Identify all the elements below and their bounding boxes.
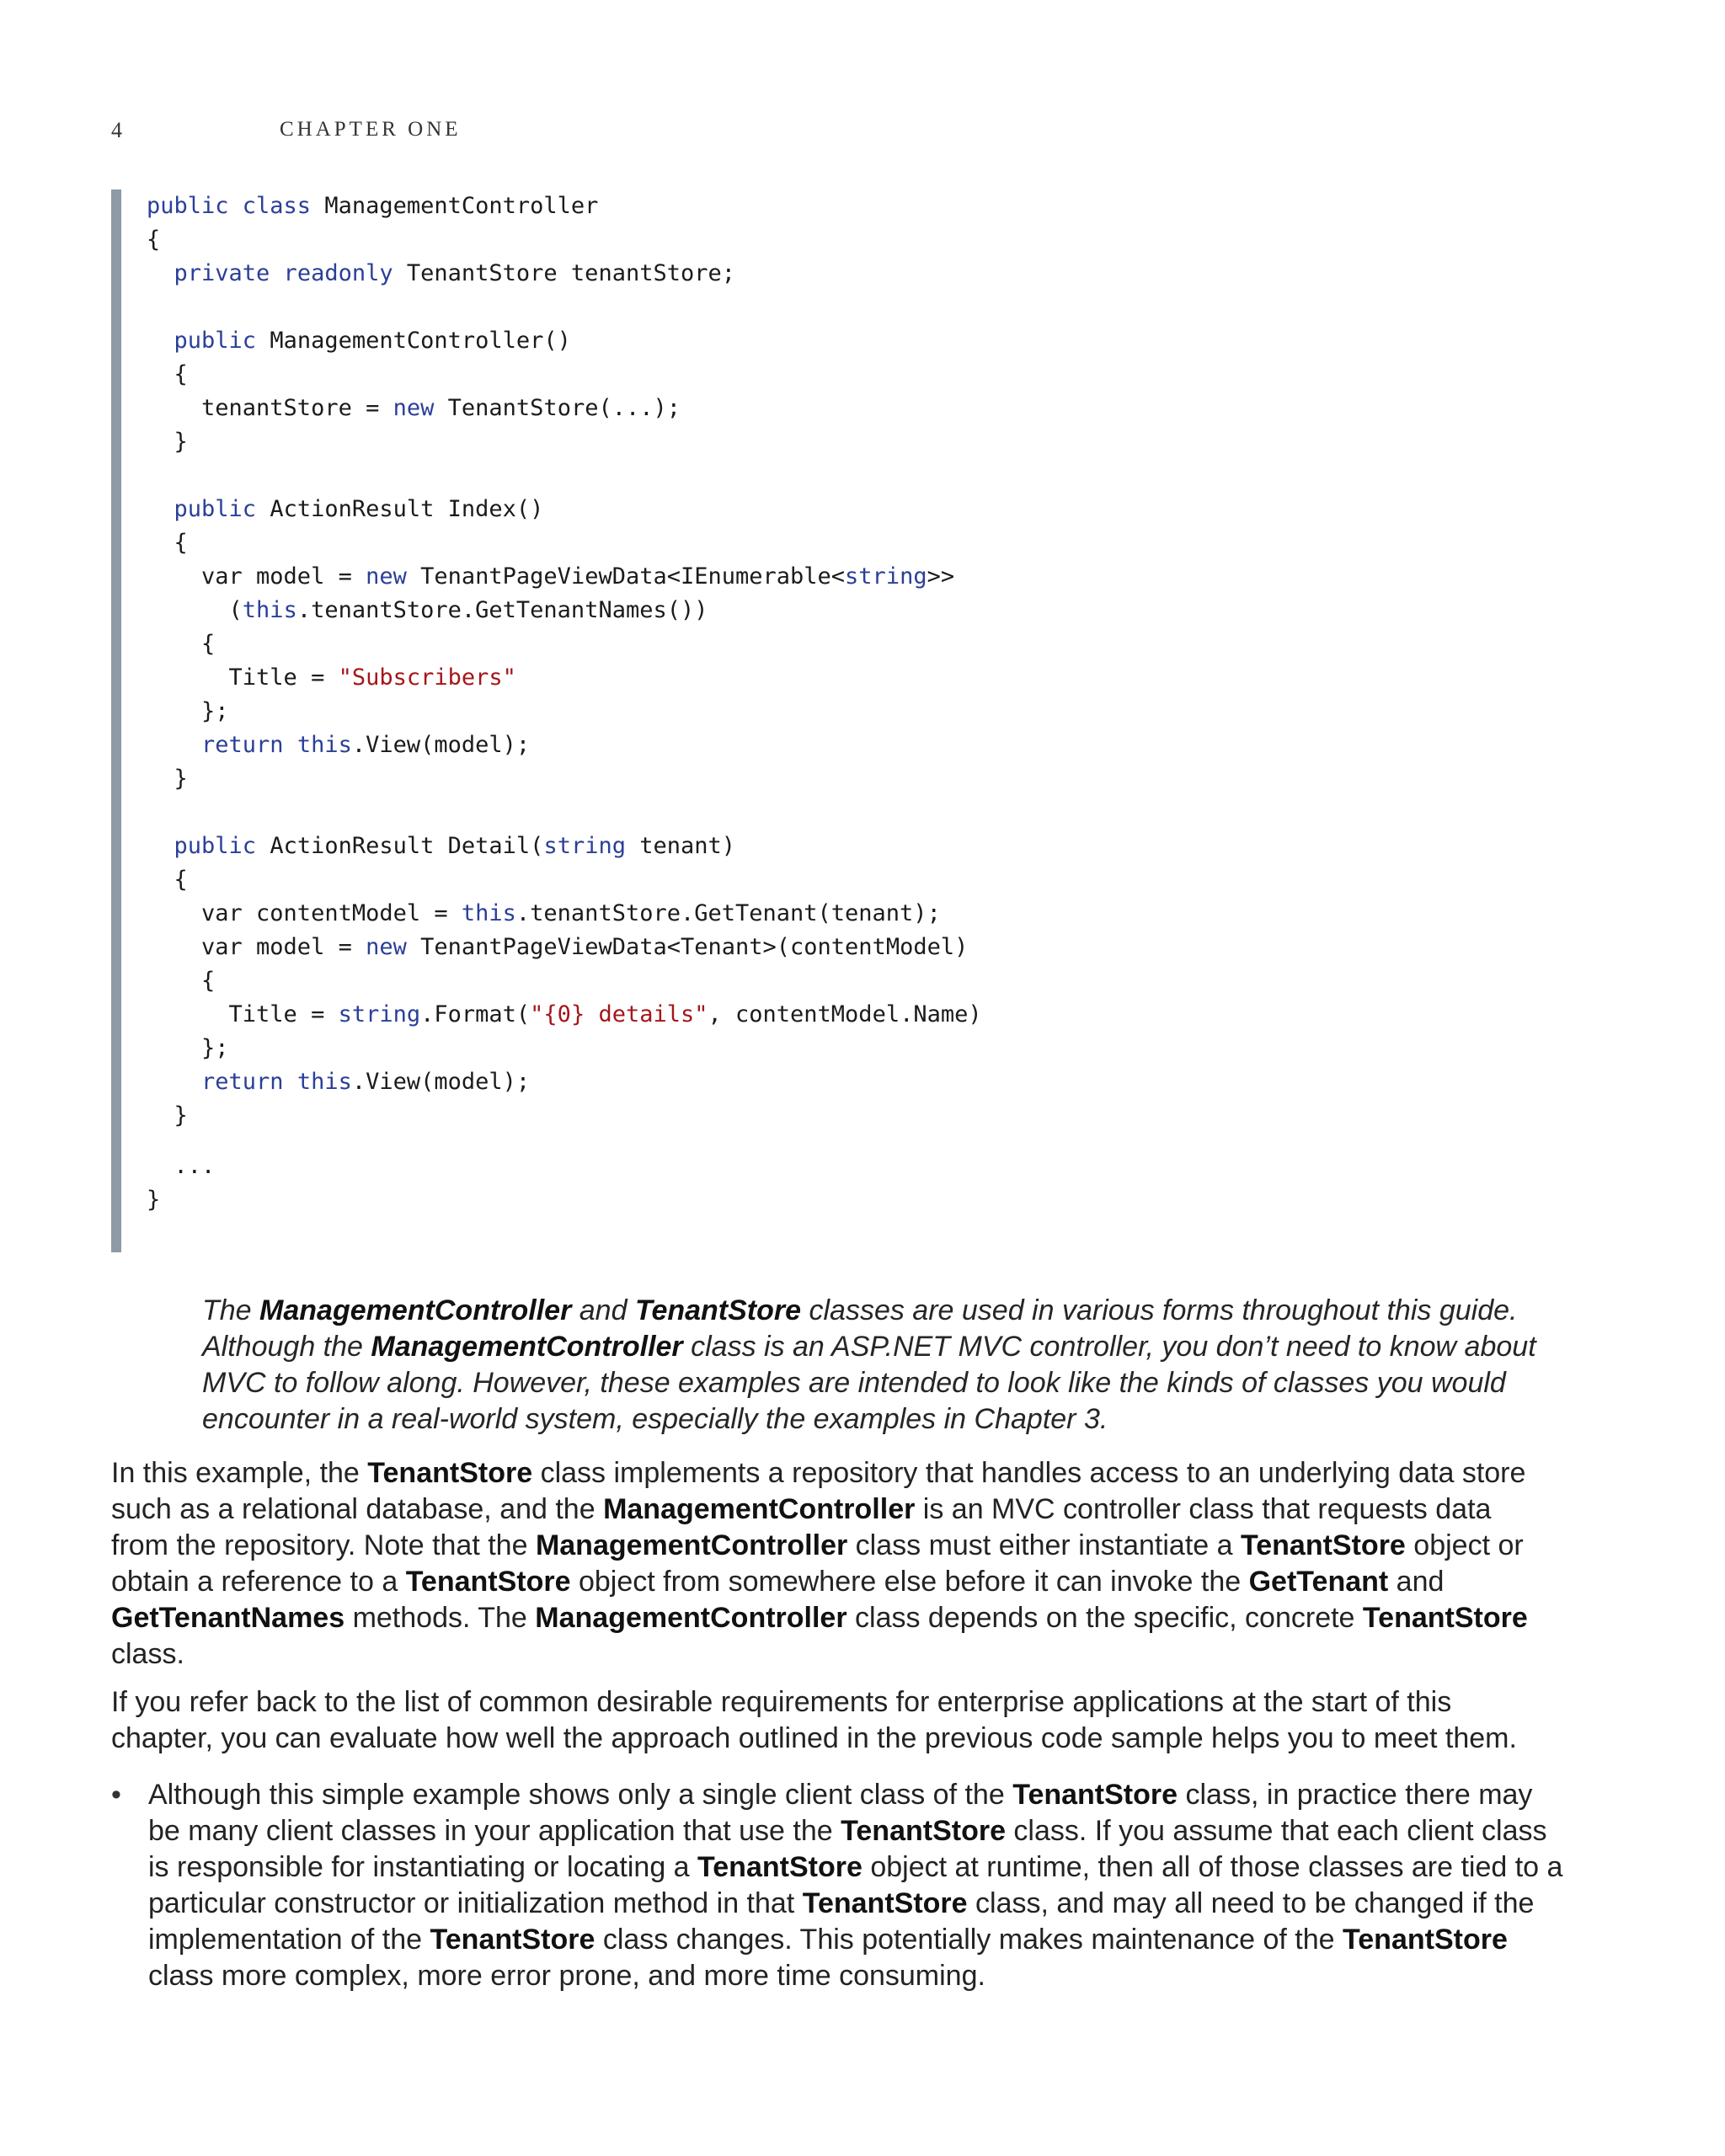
code-keyword: private readonly: [174, 260, 393, 286]
text-run: ManagementController(): [256, 328, 571, 354]
text-run: object or obtain a reference to a: [111, 1529, 1524, 1598]
code-string: "{0} details": [530, 1001, 708, 1027]
text-run: ManagementController: [311, 193, 599, 219]
code-line: [147, 998, 982, 1032]
page-number: 4: [111, 118, 122, 142]
text-run: {: [147, 530, 188, 556]
text-run: (: [147, 597, 243, 623]
code-line: [147, 324, 571, 358]
text-run: class changes. This potentially makes maintenance of the: [595, 1924, 1343, 1956]
code-keyword: new: [393, 395, 435, 421]
body-paragraph: [111, 1684, 1551, 1757]
code-line: [147, 762, 188, 796]
text-run: class depends on the specific, concrete: [846, 1602, 1363, 1634]
bold-term: TenantStore: [841, 1815, 1006, 1847]
bold-term: TenantStore: [1362, 1602, 1528, 1634]
text-run: [147, 260, 174, 286]
code-keyword: return this: [201, 732, 352, 758]
text-run: }: [147, 1102, 188, 1129]
text-run: tenant): [625, 833, 736, 859]
bullet-marker: •: [111, 1779, 121, 1811]
code-keyword: string: [845, 563, 927, 590]
bold-term: TenantStore: [1241, 1529, 1406, 1561]
text-run: [147, 833, 174, 859]
chapter-title: CHAPTER ONE: [280, 118, 462, 141]
text-run: ActionResult Index(): [256, 496, 544, 522]
text-run: class, in practice there may be many client classes in your application that use the: [148, 1779, 1533, 1847]
bold-term: TenantStore: [405, 1566, 571, 1598]
text-run: .Format(: [420, 1001, 531, 1027]
code-line: [147, 931, 968, 964]
italic-note: [202, 1293, 1567, 1438]
text-run: class more complex, more error prone, and more time consuming.: [148, 1960, 985, 1992]
code-line: [147, 257, 735, 291]
bold-term: ManagementController: [603, 1493, 916, 1525]
text-run: TenantStore tenantStore;: [393, 260, 735, 286]
text-run: object at runtime, then all of those classes are tied to a particular constructor or initialization method in that: [148, 1851, 1563, 1919]
code-keyword: public: [174, 328, 257, 354]
text-run: .tenantStore.GetTenant(tenant);: [515, 900, 941, 926]
text-run: class, and may all need to be changed if the implementation of the: [148, 1887, 1535, 1956]
code-line: [147, 594, 708, 627]
bold-term: ManagementController: [535, 1529, 848, 1561]
code-line: [147, 358, 188, 392]
code-keyword: string: [543, 833, 626, 859]
code-string: "Subscribers": [338, 664, 516, 691]
text-run: , contentModel.Name): [708, 1001, 982, 1027]
text-run: var model =: [147, 563, 366, 590]
code-line: [147, 1183, 160, 1217]
text-run: }: [147, 429, 188, 455]
text-run: .tenantStore.GetTenantNames()): [296, 597, 708, 623]
code-line: [147, 425, 188, 459]
code-keyword: public: [174, 833, 257, 859]
text-run: var contentModel =: [147, 900, 462, 926]
body-paragraph: [111, 1455, 1551, 1673]
code-line: [147, 1032, 229, 1065]
code-line: [147, 189, 598, 223]
text-run: };: [147, 1035, 229, 1061]
code-line: [147, 863, 188, 897]
bold-term: TenantStore: [802, 1887, 968, 1919]
code-line: [147, 1099, 188, 1133]
code-keyword: string: [338, 1001, 421, 1027]
text-run: class.: [111, 1638, 184, 1670]
code-line: [147, 392, 681, 425]
code-keyword: new: [366, 934, 407, 960]
text-run: TenantStore(...);: [434, 395, 681, 421]
text-run: {: [147, 361, 188, 387]
text-run: .View(model);: [351, 1069, 531, 1095]
code-keyword: this: [242, 597, 297, 623]
code-line: [147, 1065, 530, 1099]
code-line: [147, 661, 516, 695]
text-run: TenantPageViewData<Tenant>(contentModel): [406, 934, 969, 960]
text-run: If you refer back to the list of common desirable requirements for enterprise applications at the start of this chapter, you can evaluate how well the approach outlined in the previous code sample helps you to meet them.: [111, 1686, 1517, 1754]
code-line: [147, 728, 530, 762]
code-line: [147, 560, 954, 594]
code-line: [147, 695, 229, 728]
code-keyword: new: [366, 563, 407, 590]
text-run: };: [147, 698, 229, 724]
code-keyword: this: [461, 900, 516, 926]
text-run: {: [147, 968, 216, 994]
text-run: }: [147, 1187, 161, 1213]
code-line: [147, 526, 188, 560]
code-keyword: public class: [147, 193, 312, 219]
text-run: object from somewhere else before it can invoke the: [570, 1566, 1249, 1598]
bold-term: TenantStore: [697, 1851, 862, 1883]
bold-term: TenantStore: [430, 1924, 595, 1956]
text-run: {: [147, 227, 161, 253]
bold-term: ManagementController: [535, 1602, 847, 1634]
text-run: and: [571, 1294, 635, 1326]
text-run: }: [147, 766, 188, 792]
bold-term: TenantStore: [1343, 1924, 1508, 1956]
text-run: class. If you assume that each client class is responsible for instantiating or locating a: [148, 1815, 1547, 1883]
code-keyword: public: [174, 496, 257, 522]
bold-term: GetTenant: [1248, 1566, 1389, 1598]
text-run: Title =: [147, 1001, 339, 1027]
bullet-text: [148, 1777, 1563, 1994]
text-run: class implements a repository that handles access to an underlying data store such as a relational database, and the: [111, 1457, 1526, 1525]
code-sample: [111, 189, 1223, 1252]
bold-term: TenantStore: [1012, 1779, 1178, 1811]
code-line: [147, 223, 160, 257]
text-run: {: [147, 867, 188, 893]
bold-term: GetTenantNames: [111, 1602, 345, 1634]
text-run: and: [1388, 1566, 1445, 1598]
text-run: Title =: [147, 664, 339, 691]
text-run: is an MVC controller class that requests data from the repository. Note that the: [111, 1493, 1492, 1561]
text-run: The: [202, 1294, 260, 1326]
code-sidebar-rule: [111, 189, 121, 1252]
text-run: class must either instantiate a: [847, 1529, 1241, 1561]
text-run: class is an ASP.NET MVC controller, you don’t need to know about MVC to follow along. However, these examples are intended to look like the kinds of classes you would encounter in a real-world system, especially the examples in Chapter 3.: [202, 1331, 1536, 1435]
bold-term: TenantStore: [367, 1457, 533, 1489]
text-run: >>: [927, 563, 955, 590]
code-line: [147, 493, 543, 526]
code-line: [147, 897, 941, 931]
code-line: [147, 627, 215, 661]
text-run: classes are used in various forms throughout this guide. Although the: [202, 1294, 1518, 1363]
text-run: var model =: [147, 934, 366, 960]
code-line: [147, 964, 215, 998]
text-run: [147, 496, 174, 522]
text-run: ActionResult Detail(: [256, 833, 544, 859]
code-line: [147, 830, 735, 863]
text-run: .View(model);: [351, 732, 531, 758]
text-run: [147, 328, 174, 354]
text-run: TenantPageViewData<IEnumerable<: [406, 563, 846, 590]
bold-term: TenantStore: [634, 1294, 802, 1326]
text-run: [147, 732, 201, 758]
text-run: {: [147, 631, 216, 657]
text-run: [147, 1069, 201, 1095]
code-keyword: return this: [201, 1069, 352, 1095]
text-run: ...: [147, 1153, 216, 1179]
text-run: In this example, the: [111, 1457, 368, 1489]
bold-term: ManagementController: [371, 1331, 683, 1363]
bold-term: ManagementController: [259, 1294, 572, 1326]
text-run: methods. The: [344, 1602, 536, 1634]
text-run: tenantStore =: [147, 395, 393, 421]
text-run: Although this simple example shows only a single client class of the: [148, 1779, 1013, 1811]
code-line: [147, 1150, 215, 1183]
